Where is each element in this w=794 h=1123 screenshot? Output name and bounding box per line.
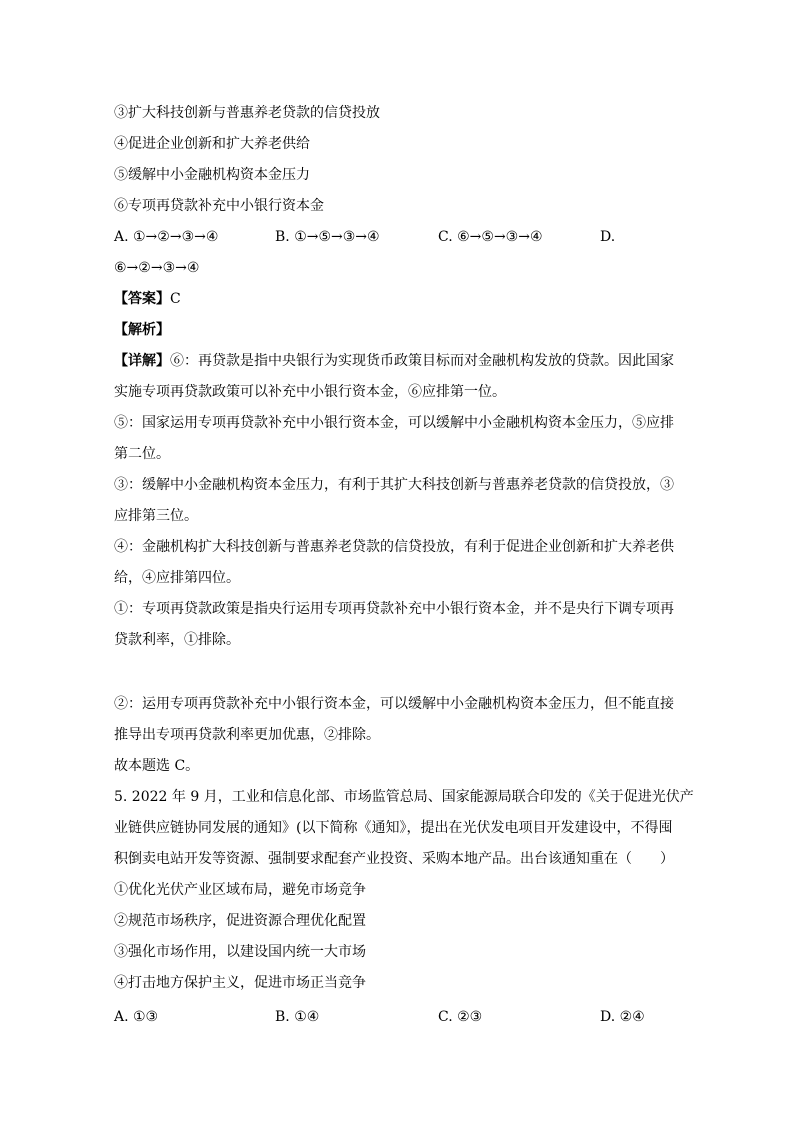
q4-detail-2b: 第二位。 xyxy=(114,446,170,462)
q5-item-1: ①优化光伏产业区域布局，避免市场竞争 xyxy=(114,882,366,898)
q4-analysis-tag: 【解析】 xyxy=(114,322,170,338)
q5-stem-3: 积倒卖电站开发等资源、强制要求配套产业投资、采购本地产品。出台该通知重在（ ） xyxy=(114,851,674,867)
q4-option-c: C. ⑥→⑤→③→④ xyxy=(438,229,543,245)
q4-item-4: ④促进企业创新和扩大养老供给 xyxy=(114,136,310,152)
q5-item-3: ③强化市场作用，以建设国内统一大市场 xyxy=(114,944,366,960)
q4-item-5: ⑤缓解中小金融机构资本金压力 xyxy=(114,167,310,183)
q5-stem-2: 业链供应链协同发展的通知》(以下简称《通知》，提出在光伏发电项目开发建设中，不得囤 xyxy=(114,820,673,836)
q5-option-d: D. ②④ xyxy=(600,1009,645,1025)
detail-tag: 【详解】 xyxy=(114,353,170,369)
q4-detail-5a: ①：专项再贷款政策是指央行运用专项再贷款补充中小银行资本金，并不是央行下调专项再 xyxy=(114,601,674,617)
q5-option-c: C. ②③ xyxy=(438,1009,483,1025)
q4-detail-6a: ②：运用专项再贷款补充中小银行资本金，可以缓解中小金融机构资本金压力，但不能直接 xyxy=(114,696,674,712)
q4-detail-3b: 应排第三位。 xyxy=(114,508,198,524)
q4-detail-3a: ③：缓解中小金融机构资本金压力，有利于其扩大科技创新与普惠养老贷款的信贷投放，③ xyxy=(114,477,674,493)
q5-item-2: ②规范市场秩序，促进资源合理优化配置 xyxy=(114,913,366,929)
q4-detail-5b: 贷款利率，①排除。 xyxy=(114,632,240,648)
answer-value: C xyxy=(170,291,181,307)
q4-item-3: ③扩大科技创新与普惠养老贷款的信贷投放 xyxy=(114,105,380,121)
q4-option-d-label: D. xyxy=(600,229,616,245)
answer-tag: 【答案】 xyxy=(114,291,170,307)
q4-answer xyxy=(114,290,181,308)
q5-item-4: ④打击地方保护主义，促进市场正当竞争 xyxy=(114,975,366,991)
detail-1a-text: ⑥：再贷款是指中央银行为实现货币政策目标而对金融机构发放的贷款。因此国家 xyxy=(170,353,674,369)
q4-conclusion: 故本题选 C。 xyxy=(114,758,200,774)
q4-option-b: B. ①→⑤→③→④ xyxy=(275,229,380,245)
q4-detail-6b: 推导出专项再贷款利率更加优惠，②排除。 xyxy=(114,727,380,743)
q4-item-6: ⑥专项再贷款补充中小银行资本金 xyxy=(114,198,324,214)
q4-option-d-continued: ⑥→②→③→④ xyxy=(114,260,200,276)
q4-detail-2a: ⑤：国家运用专项再贷款补充中小银行资本金，可以缓解中小金融机构资本金压力，⑤应排 xyxy=(114,415,674,431)
q4-detail-1b: 实施专项再贷款政策可以补充中小银行资本金，⑥应排第一位。 xyxy=(114,384,506,400)
q5-option-a: A. ①③ xyxy=(114,1009,159,1025)
q5-stem-1: 5. 2022 年 9 月，工业和信息化部、市场监管总局、国家能源局联合印发的《关于促进光伏产 xyxy=(114,789,694,805)
q4-detail-1a xyxy=(114,352,674,370)
q5-option-b: B. ①④ xyxy=(275,1009,320,1025)
q4-option-a: A. ①→②→③→④ xyxy=(114,229,219,245)
q4-detail-4a: ④：金融机构扩大科技创新与普惠养老贷款的信贷投放，有利于促进企业创新和扩大养老供 xyxy=(114,539,674,555)
q4-detail-4b: 给，④应排第四位。 xyxy=(114,570,240,586)
